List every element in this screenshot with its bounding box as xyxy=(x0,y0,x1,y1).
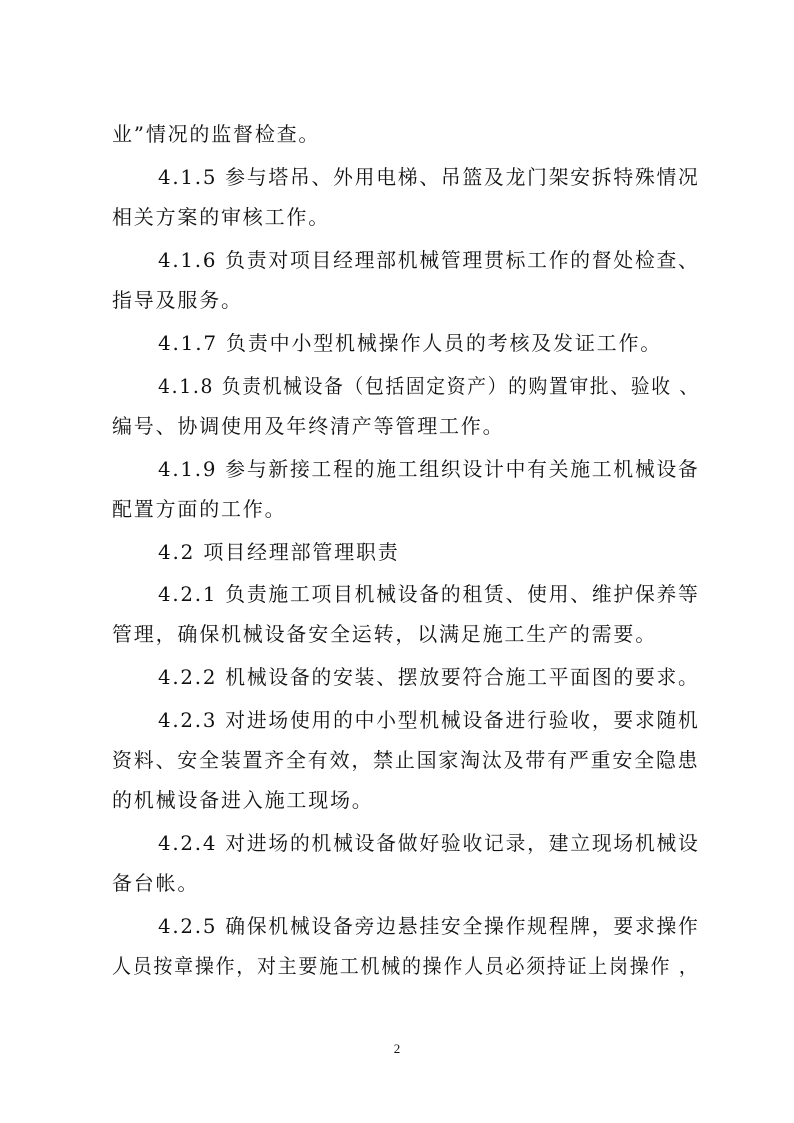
text-line: 4.1.9 参与新接工程的施工组织设计中有关施工机械设备 xyxy=(158,457,700,481)
text-line: 4.2.3 对进场使用的中小型机械设备进行验收，要求随机 xyxy=(158,708,700,732)
text-line: 人员按章操作，对主要施工机械的操作人员必须持证上岗操作 ， xyxy=(112,954,700,978)
text-line: 相关方案的审核工作。 xyxy=(112,205,330,229)
text-line: 指导及服务。 xyxy=(112,288,243,312)
text-line: 4.2.4 对进场的机械设备做好验收记录，建立现场机械设 xyxy=(158,831,700,855)
text-line: 备台帐。 xyxy=(112,871,200,895)
text-line: 管理，确保机械设备安全运转，以满足施工生产的需要。 xyxy=(112,622,657,646)
text-line: 4.1.8 负责机械设备（包括固定资产）的购置审批、验收 、 xyxy=(158,374,700,398)
text-line: 4.2.2 机械设备的安装、摆放要符合施工平面图的要求。 xyxy=(158,665,700,689)
text-line: 业”情况的监督检查。 xyxy=(112,122,321,146)
text-line: 4.1.5 参与塔吊、外用电梯、吊篮及龙门架安拆特殊情况 xyxy=(158,165,700,189)
text-line: 编号、协调使用及年终清产等管理工作。 xyxy=(112,414,505,438)
text-line: 4.2.1 负责施工项目机械设备的租赁、使用、维护保养等 xyxy=(158,582,700,606)
text-line: 4.2 项目经理部管理职责 xyxy=(158,540,400,564)
text-line: 配置方面的工作。 xyxy=(112,497,287,521)
text-line: 资料、安全装置齐全有效，禁止国家淘汰及带有严重安全隐患 xyxy=(112,748,700,772)
text-line: 的机械设备进入施工现场。 xyxy=(112,788,374,812)
text-line: 4.1.6 负责对项目经理部机械管理贯标工作的督处检查、 xyxy=(158,248,700,272)
text-line: 4.2.5 确保机械设备旁边悬挂安全操作规程牌，要求操作 xyxy=(158,914,700,938)
page-number: 2 xyxy=(393,1041,401,1056)
text-line: 4.1.7 负责中小型机械操作人员的考核及发证工作。 xyxy=(158,331,663,355)
